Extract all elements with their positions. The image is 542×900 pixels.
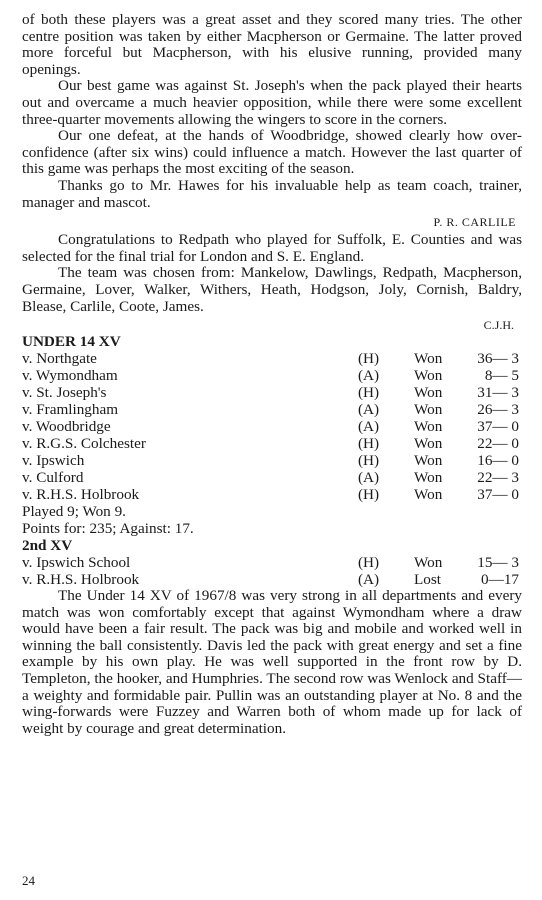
paragraph-team-list: The team was chosen from: Mankelow, Dawlings, Redpath, Macpherson, Germaine, Lover, Walker, Withers, Heath, Hodgson, Joly, Cornish, Baldry, Blease, Carlile, Coote, James. [22, 264, 522, 315]
fixture-score: 37— 0 [477, 418, 519, 436]
fixture-venue: (A) [358, 367, 380, 385]
fixture-row [22, 452, 522, 469]
fixture-result: Won [414, 384, 443, 402]
fixture-result: Won [414, 418, 443, 436]
fixture-opponent: v. R.G.S. Colchester [22, 435, 146, 453]
fixture-result: Won [414, 435, 443, 453]
fixture-result: Won [414, 401, 443, 419]
fixture-opponent: v. Framlingham [22, 401, 119, 419]
fixture-venue: (A) [358, 418, 380, 436]
fixture-venue: (A) [358, 571, 380, 589]
page-number: 24 [22, 873, 35, 888]
paragraph-thanks: Thanks go to Mr. Hawes for his invaluable help as team coach, trainer, manager and mascot. [22, 176, 522, 211]
paragraph-players: of both these players was a great asset and they scored many tries. The other centre position was taken by either Macpherson or Germaine. The latter proved more forceful but Macpherson, with his elusive running, provided many openings. [22, 11, 522, 78]
paragraph-congratulations: Congratulations to Redpath who played for Suffolk, E. Counties and was selected for the final trial for London and S. E. England. [22, 231, 522, 265]
summary-played: Played 9; Won 9. [22, 503, 126, 521]
fixture-opponent: v. R.H.S. Holbrook [22, 486, 140, 504]
fixture-score: 22— 0 [477, 435, 519, 453]
paragraph-best-game: Our best game was against St. Joseph's when the pack played their hearts out and overcame a much heavier opposition, while there were some excellent three-quarter movements allowing the wingers to score in the corners. [22, 77, 522, 128]
fixture-result: Won [414, 350, 443, 368]
fixture-venue: (H) [358, 384, 380, 402]
fixture-score: 16— 0 [477, 452, 519, 470]
fixture-result: Won [414, 486, 443, 504]
fixture-row [22, 554, 522, 571]
fixture-score: 8— 5 [484, 367, 519, 385]
fixture-score: 0—17 [481, 571, 519, 589]
fixture-score: 36— 3 [477, 350, 519, 368]
fixture-row [22, 367, 522, 384]
fixture-opponent: v. Ipswich [22, 452, 85, 470]
fixture-venue: (H) [358, 350, 380, 368]
paragraph-defeat: Our one defeat, at the hands of Woodbridge, showed clearly how over-confidence (after six wins) could influence a match. However the last quarter of this game was perhaps the most exciting of the season. [22, 127, 522, 178]
fixture-opponent: v. Culford [22, 469, 84, 487]
fixture-venue: (H) [358, 486, 380, 504]
signature-cjh: C.J.H. [483, 318, 514, 333]
fixture-venue: (H) [358, 452, 380, 470]
signature-carlile: P. R. CARLILE [433, 215, 516, 230]
fixture-score: 22— 3 [477, 469, 519, 487]
fixture-row [22, 486, 522, 503]
fixture-result: Won [414, 554, 443, 572]
fixture-row [22, 401, 522, 418]
fixture-opponent: v. Wymondham [22, 367, 118, 385]
fixture-venue: (H) [358, 554, 380, 572]
fixture-result: Won [414, 367, 443, 385]
fixture-row [22, 384, 522, 401]
fixture-opponent: v. Northgate [22, 350, 97, 368]
fixtures-table-2nd-xv [22, 554, 522, 588]
fixture-row [22, 418, 522, 435]
section-heading-under14: UNDER 14 XV [22, 333, 121, 351]
fixture-opponent: v. Woodbridge [22, 418, 111, 436]
document-page [22, 12, 522, 737]
fixture-score: 26— 3 [477, 401, 519, 419]
fixture-row [22, 469, 522, 486]
summary-points: Points for: 235; Against: 17. [22, 520, 194, 538]
fixture-score: 37— 0 [477, 486, 519, 504]
fixture-result: Lost [414, 571, 442, 589]
section-heading-2nd-xv: 2nd XV [22, 537, 73, 555]
fixture-venue: (A) [358, 401, 380, 419]
fixture-venue: (A) [358, 469, 380, 487]
fixture-row [22, 571, 522, 588]
fixture-result: Won [414, 452, 443, 470]
fixture-opponent: v. R.H.S. Holbrook [22, 571, 140, 589]
fixture-score: 15— 3 [477, 554, 519, 572]
fixture-venue: (H) [358, 435, 380, 453]
fixture-result: Won [414, 469, 443, 487]
fixture-row [22, 435, 522, 452]
paragraph-under14-report: The Under 14 XV of 1967/8 was very strong in all departments and every match was won comfortably except that against Wymondham where a draw would have been a fair result. The pack was big and mobile and worked well in winning the ball consistently. Davis led the pack with great energy and set a fine example by his own play. He was well supported in the front row by D. Templeton, the hooker, and Humphries. The second row was Wenlock and Staff—a weighty and formidable pair. Pullin was an outstanding player at No. 8 and the wing-forwards were Fuzzey and Warren both of whom made up for lack of weight by courage and great determination. [22, 587, 522, 737]
fixture-opponent: v. St. Joseph's [22, 384, 107, 402]
fixtures-table-under14 [22, 350, 522, 503]
fixture-score: 31— 3 [477, 384, 519, 402]
fixture-opponent: v. Ipswich School [22, 554, 131, 572]
fixture-row [22, 350, 522, 367]
